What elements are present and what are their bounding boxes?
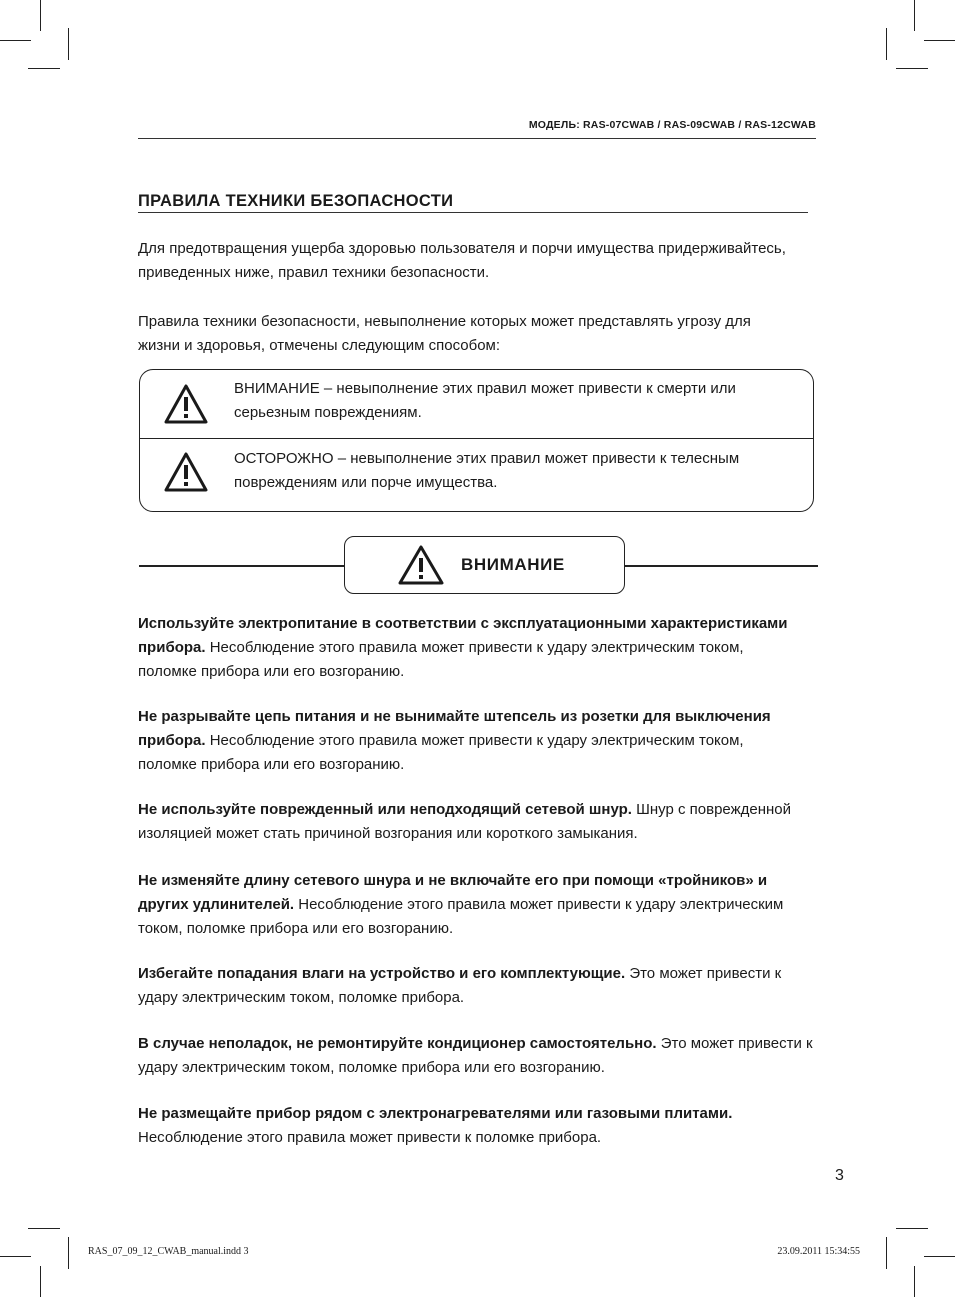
safety-rule — [138, 1102, 828, 1150]
text-line: ВНИМАНИЕ – невыполнение этих правил может привести к смерти или — [234, 380, 736, 397]
rule-text: удару электрическим током, поломке прибора или его возгоранию. — [138, 1059, 605, 1076]
text-line: Правила техники безопасности, невыполнение которых может представлять угрозу для — [138, 313, 751, 330]
rule-heading: Не изменяйте длину сетевого шнура и не включайте его при помощи «тройников» и — [138, 872, 768, 889]
rule-heading: В случае неполадок, не ремонтируйте кондиционер самостоятельно. — [138, 1035, 657, 1052]
rule-text: Шнур с поврежденной — [631, 801, 792, 818]
banner-label: ВНИМАНИЕ — [461, 555, 565, 574]
intro-paragraph — [138, 237, 818, 285]
rule-text: Это может привести к — [625, 965, 782, 982]
rule-text: поломке прибора или его возгоранию. — [138, 756, 405, 773]
legend-box — [139, 369, 814, 512]
rule-text: удару электрическим током, поломке прибора. — [138, 989, 465, 1006]
rule-heading: прибора. — [138, 732, 206, 749]
rule-heading: Используйте электропитание в соответствии с эксплуатационными характеристиками — [138, 615, 788, 632]
safety-rule — [138, 1032, 828, 1080]
rule-text: поломке прибора или его возгоранию. — [138, 663, 405, 680]
rule-text: изоляцией может стать причиной возгорания или короткого замыкания. — [138, 825, 638, 842]
rule-heading: Не размещайте прибор рядом с электронагревателями или газовыми плитами. — [138, 1105, 733, 1122]
rule-text: Несоблюдение этого правила может привести к удару электрическим током, — [205, 732, 744, 749]
model-header: МОДЕЛЬ: RAS-07CWAB / RAS-09CWAB / RAS-12CWAB — [528, 119, 816, 131]
safety-rule — [138, 962, 828, 1010]
legend-warning-text — [234, 377, 804, 425]
title-underline — [138, 212, 808, 213]
banner-rule-right — [624, 565, 818, 567]
text-line: жизни и здоровья, отмечены следующим способом: — [138, 337, 501, 354]
print-slug-date: 23.09.2011 15:34:55 — [777, 1246, 860, 1257]
rule-heading: Избегайте попадания влаги на устройство и его комплектующие. — [138, 965, 626, 982]
legend-divider — [140, 438, 813, 439]
section-title: ПРАВИЛА ТЕХНИКИ БЕЗОПАСНОСТИ — [138, 192, 454, 210]
safety-rule — [138, 612, 828, 684]
safety-rule — [138, 869, 828, 941]
warning-triangle-icon — [164, 384, 208, 424]
rule-text: Несоблюдение этого правила может привести к поломке прибора. — [138, 1129, 602, 1146]
rule-text: Это может привести к — [656, 1035, 813, 1052]
rule-heading: других удлинителей. — [138, 896, 295, 913]
rule-text: током, поломке прибора или его возгоранию. — [138, 920, 454, 937]
page-number: 3 — [835, 1167, 844, 1184]
rule-heading: прибора. — [138, 639, 206, 656]
banner-rule-left — [139, 565, 345, 567]
text-line: серьезным повреждениям. — [234, 404, 422, 421]
warning-banner — [344, 536, 625, 594]
rule-heading: Не разрывайте цепь питания и не вынимайте штепсель из розетки для выключения — [138, 708, 771, 725]
intro-paragraph — [138, 310, 818, 358]
text-line: приведенных ниже, правил техники безопасности. — [138, 264, 490, 281]
warning-triangle-icon — [164, 452, 208, 492]
text-line: ОСТОРОЖНО – невыполнение этих правил может привести к телесным — [234, 450, 740, 467]
legend-caution-text — [234, 447, 804, 495]
print-slug-file: RAS_07_09_12_CWAB_manual.indd 3 — [88, 1246, 249, 1257]
warning-triangle-icon — [398, 545, 444, 585]
safety-rule — [138, 798, 828, 846]
text-line: повреждениям или порче имущества. — [234, 474, 498, 491]
header-divider — [138, 138, 816, 139]
rule-text: Несоблюдение этого правила может привести к удару электрическим — [294, 896, 784, 913]
safety-rule — [138, 705, 828, 777]
rule-text: Несоблюдение этого правила может привести к удару электрическим током, — [205, 639, 744, 656]
rule-heading: Не используйте поврежденный или неподходящий сетевой шнур. — [138, 801, 632, 818]
text-line: Для предотвращения ущерба здоровью пользователя и порчи имущества придерживайтесь, — [138, 240, 786, 257]
